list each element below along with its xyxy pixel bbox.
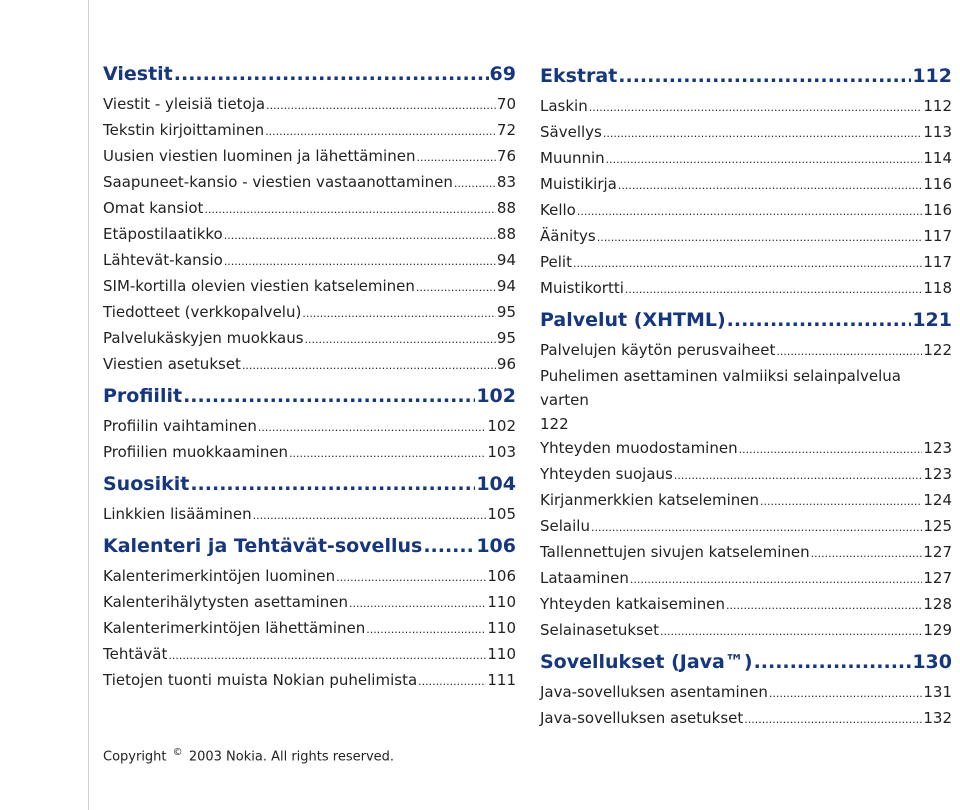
entry-title: Kello xyxy=(540,201,576,219)
toc-entry[interactable] xyxy=(103,642,516,668)
entry-title: Palvelukäskyjen muokkaus xyxy=(103,329,304,347)
toc-entry[interactable] xyxy=(540,566,952,592)
entry-page-number: 76 xyxy=(496,147,516,165)
entry-page-number: 96 xyxy=(496,355,516,373)
dot-leader xyxy=(418,668,486,694)
toc-entry[interactable] xyxy=(540,706,952,732)
entry-title: Kalenterimerkintöjen luominen xyxy=(103,567,336,585)
dot-leader xyxy=(224,222,496,248)
entry-title: Saapuneet-kansio - viestien vastaanottaminen xyxy=(103,173,453,191)
dot-leader xyxy=(289,440,486,466)
entry-page-number: 117 xyxy=(923,253,952,271)
toc-entry[interactable] xyxy=(103,564,516,590)
entry-title: Kalenterimerkintöjen lähettäminen xyxy=(103,619,366,637)
toc-entry[interactable] xyxy=(103,616,516,642)
entry-title: Selailu xyxy=(540,517,590,535)
entry-page-number: 88 xyxy=(496,199,516,217)
entry-page-number: 94 xyxy=(496,277,516,295)
entry-page-number: 116 xyxy=(923,175,952,193)
entry-title: Muistikirja xyxy=(540,175,617,193)
section-page-number: 130 xyxy=(912,651,952,673)
toc-entry[interactable] xyxy=(540,514,952,540)
copyright-symbol: © xyxy=(172,747,183,758)
toc-entry[interactable] xyxy=(540,146,952,172)
dot-leader xyxy=(618,62,911,90)
toc-section-heading[interactable] xyxy=(103,382,516,410)
toc-entry[interactable] xyxy=(103,222,516,248)
entry-page-number: 117 xyxy=(923,227,952,245)
entry-page-number: 70 xyxy=(496,95,516,113)
section-title: Viestit xyxy=(103,63,173,85)
dot-leader xyxy=(454,170,496,196)
dot-leader xyxy=(630,566,923,592)
toc-entry[interactable] xyxy=(540,172,952,198)
dot-leader xyxy=(349,590,486,616)
toc-entry[interactable] xyxy=(540,462,952,488)
toc-entry[interactable] xyxy=(103,414,516,440)
toc-entry[interactable] xyxy=(103,92,516,118)
entry-title: SIM-kortilla olevien viestien katseleminen xyxy=(103,277,415,295)
dot-leader xyxy=(266,92,496,118)
entry-title: Selainasetukset xyxy=(540,621,660,639)
entry-title: Lataaminen xyxy=(540,569,629,587)
entry-title: Java-sovelluksen asentaminen xyxy=(540,683,768,701)
toc-entry[interactable] xyxy=(540,338,952,364)
entry-page-number: 110 xyxy=(487,619,516,637)
section-title: Sovellukset (Java™) xyxy=(540,651,753,673)
entry-page-number: 113 xyxy=(923,123,952,141)
entry-title: Java-sovelluksen asetukset xyxy=(540,709,744,727)
entry-page-number: 102 xyxy=(487,417,516,435)
toc-section-heading[interactable] xyxy=(103,470,516,498)
toc-entry[interactable] xyxy=(103,352,516,378)
toc-entry[interactable] xyxy=(540,592,952,618)
toc-entry[interactable] xyxy=(540,224,952,250)
entry-title: Kalenterihälytysten asettaminen xyxy=(103,593,349,611)
toc-entry[interactable] xyxy=(103,170,516,196)
entry-page-number: 129 xyxy=(923,621,952,639)
entry-title: Tekstin kirjoittaminen xyxy=(103,121,265,139)
dot-leader xyxy=(204,196,495,222)
dot-leader xyxy=(253,502,487,528)
dot-leader xyxy=(589,94,923,120)
dot-leader xyxy=(776,338,922,364)
entry-page-number: 106 xyxy=(487,567,516,585)
dot-leader xyxy=(760,488,922,514)
entry-title: Tallennettujen sivujen katseleminen xyxy=(540,543,810,561)
entry-title: Muistikortti xyxy=(540,279,624,297)
toc-entry[interactable] xyxy=(103,144,516,170)
toc-entry[interactable] xyxy=(103,248,516,274)
toc-entry[interactable] xyxy=(540,488,952,514)
entry-page-number: 72 xyxy=(496,121,516,139)
entry-title: Tehtävät xyxy=(103,645,168,663)
entry-page-number: 128 xyxy=(923,595,952,613)
dot-leader xyxy=(744,706,922,732)
entry-page-number: 125 xyxy=(923,517,952,535)
dot-leader xyxy=(739,436,923,462)
toc-section-heading[interactable] xyxy=(540,62,952,90)
entry-title: Viestien asetukset xyxy=(103,355,241,373)
entry-title: Pelit xyxy=(540,253,572,271)
section-page-number: 112 xyxy=(912,65,952,87)
entry-title: Laskin xyxy=(540,97,588,115)
toc-entry[interactable] xyxy=(540,276,952,302)
entry-page-number: 112 xyxy=(923,97,952,115)
entry-page-number: 122 xyxy=(923,341,952,359)
entry-title: Puhelimen asettaminen valmiiksi selainpalvelua varten xyxy=(540,367,902,409)
entry-title: Sävellys xyxy=(540,123,602,141)
dot-leader xyxy=(265,118,496,144)
entry-title: Uusien viestien luominen ja lähettäminen xyxy=(103,147,416,165)
entry-page-number: 127 xyxy=(923,543,952,561)
dot-leader xyxy=(726,592,922,618)
toc-section-heading[interactable] xyxy=(540,306,952,334)
entry-title: Tietojen tuonti muista Nokian puhelimista xyxy=(103,671,418,689)
section-title: Kalenteri ja Tehtävät-sovellus xyxy=(103,535,423,557)
dot-leader xyxy=(769,680,922,706)
entry-title: Yhteyden suojaus xyxy=(540,465,673,483)
dot-leader xyxy=(811,540,923,566)
dot-leader xyxy=(597,224,923,250)
entry-title: Lähtevät-kansio xyxy=(103,251,223,269)
dot-leader xyxy=(190,470,475,498)
entry-page-number: 131 xyxy=(923,683,952,701)
entry-page-number: 88 xyxy=(496,225,516,243)
toc-entry[interactable] xyxy=(103,196,516,222)
entry-title: Viestit - yleisiä tietoja xyxy=(103,95,266,113)
entry-title: Profiilien muokkaaminen xyxy=(103,443,289,461)
dot-leader xyxy=(603,120,923,146)
toc-entry[interactable] xyxy=(540,364,952,436)
entry-title: Tiedotteet (verkkopalvelu) xyxy=(103,303,302,321)
toc-entry[interactable] xyxy=(103,300,516,326)
toc-entry[interactable] xyxy=(103,118,516,144)
margin-rule xyxy=(88,0,89,810)
dot-leader xyxy=(625,276,922,302)
dot-leader xyxy=(336,564,486,590)
toc-entry[interactable] xyxy=(103,274,516,300)
toc-entry[interactable] xyxy=(103,502,516,528)
dot-leader xyxy=(573,250,922,276)
dot-leader xyxy=(305,326,496,352)
toc-entry[interactable] xyxy=(540,436,952,462)
section-title: Ekstrat xyxy=(540,65,618,87)
entry-title: Linkkien lisääminen xyxy=(103,505,252,523)
section-page-number: 102 xyxy=(476,385,516,407)
dot-leader xyxy=(727,306,912,334)
entry-page-number: 118 xyxy=(923,279,952,297)
dot-leader xyxy=(674,462,922,488)
toc-entry[interactable] xyxy=(103,590,516,616)
toc-entry[interactable] xyxy=(540,540,952,566)
section-page-number: 69 xyxy=(489,63,516,85)
toc-entry[interactable] xyxy=(103,440,516,466)
section-page-number: 104 xyxy=(476,473,516,495)
entry-title: Palvelujen käytön perusvaiheet xyxy=(540,341,776,359)
entry-page-number: 116 xyxy=(923,201,952,219)
dot-leader xyxy=(423,532,475,560)
toc-entry[interactable] xyxy=(540,250,952,276)
toc-entry[interactable] xyxy=(540,120,952,146)
dot-leader xyxy=(258,414,486,440)
entry-title: Etäpostilaatikko xyxy=(103,225,223,243)
dot-leader xyxy=(416,144,495,170)
dot-leader xyxy=(416,274,496,300)
toc-entry[interactable] xyxy=(103,326,516,352)
dot-leader xyxy=(660,618,922,644)
copyright-prefix: Copyright xyxy=(103,749,167,765)
entry-page-number: 95 xyxy=(496,303,516,321)
toc-section-heading[interactable] xyxy=(540,648,952,676)
section-title: Palvelut (XHTML) xyxy=(540,309,726,331)
entry-page-number: 114 xyxy=(923,149,952,167)
toc-section-heading[interactable] xyxy=(103,60,516,88)
entry-page-number: 122 xyxy=(540,415,569,433)
toc-left-column xyxy=(103,58,516,694)
entry-title: Profiilin vaihtaminen xyxy=(103,417,257,435)
entry-title: Kirjanmerkkien katseleminen xyxy=(540,491,760,509)
entry-page-number: 110 xyxy=(487,593,516,611)
dot-leader xyxy=(577,198,923,224)
toc-entry[interactable] xyxy=(540,618,952,644)
section-title: Suosikit xyxy=(103,473,190,495)
dot-leader xyxy=(366,616,486,642)
entry-page-line xyxy=(540,412,952,436)
toc-entry[interactable] xyxy=(540,94,952,120)
entry-page-number: 94 xyxy=(496,251,516,269)
entry-page-number: 105 xyxy=(487,505,516,523)
toc-entry[interactable] xyxy=(540,198,952,224)
entry-page-number: 110 xyxy=(487,645,516,663)
dot-leader xyxy=(242,352,496,378)
entry-title: Yhteyden katkaiseminen xyxy=(540,595,726,613)
entry-title: Yhteyden muodostaminen xyxy=(540,439,738,457)
entry-title: Muunnin xyxy=(540,149,605,167)
entry-page-number: 111 xyxy=(487,671,516,689)
entry-title: Äänitys xyxy=(540,227,596,245)
dot-leader xyxy=(591,514,922,540)
dot-leader xyxy=(224,248,496,274)
toc-right-column xyxy=(540,58,952,732)
entry-page-number: 123 xyxy=(923,465,952,483)
section-page-number: 106 xyxy=(476,535,516,557)
entry-page-number: 127 xyxy=(923,569,952,587)
dot-leader xyxy=(302,300,496,326)
dot-leader xyxy=(618,172,922,198)
dot-leader xyxy=(754,648,912,676)
entry-page-number: 123 xyxy=(923,439,952,457)
dot-leader xyxy=(606,146,923,172)
toc-entry[interactable] xyxy=(540,680,952,706)
copyright-text: 2003 Nokia. All rights reserved. xyxy=(188,749,395,765)
section-title: Profiilit xyxy=(103,385,183,407)
dot-leader xyxy=(168,642,486,668)
dot-leader xyxy=(174,60,489,88)
entry-page-number: 83 xyxy=(496,173,516,191)
entry-title: Omat kansiot xyxy=(103,199,204,217)
toc-section-heading[interactable] xyxy=(103,532,516,560)
entry-page-number: 124 xyxy=(923,491,952,509)
dot-leader xyxy=(183,382,475,410)
section-page-number: 121 xyxy=(912,309,952,331)
toc-entry[interactable] xyxy=(103,668,516,694)
copyright-footer xyxy=(103,747,394,764)
entry-page-number: 103 xyxy=(487,443,516,461)
entry-page-number: 95 xyxy=(496,329,516,347)
entry-page-number: 132 xyxy=(923,709,952,727)
